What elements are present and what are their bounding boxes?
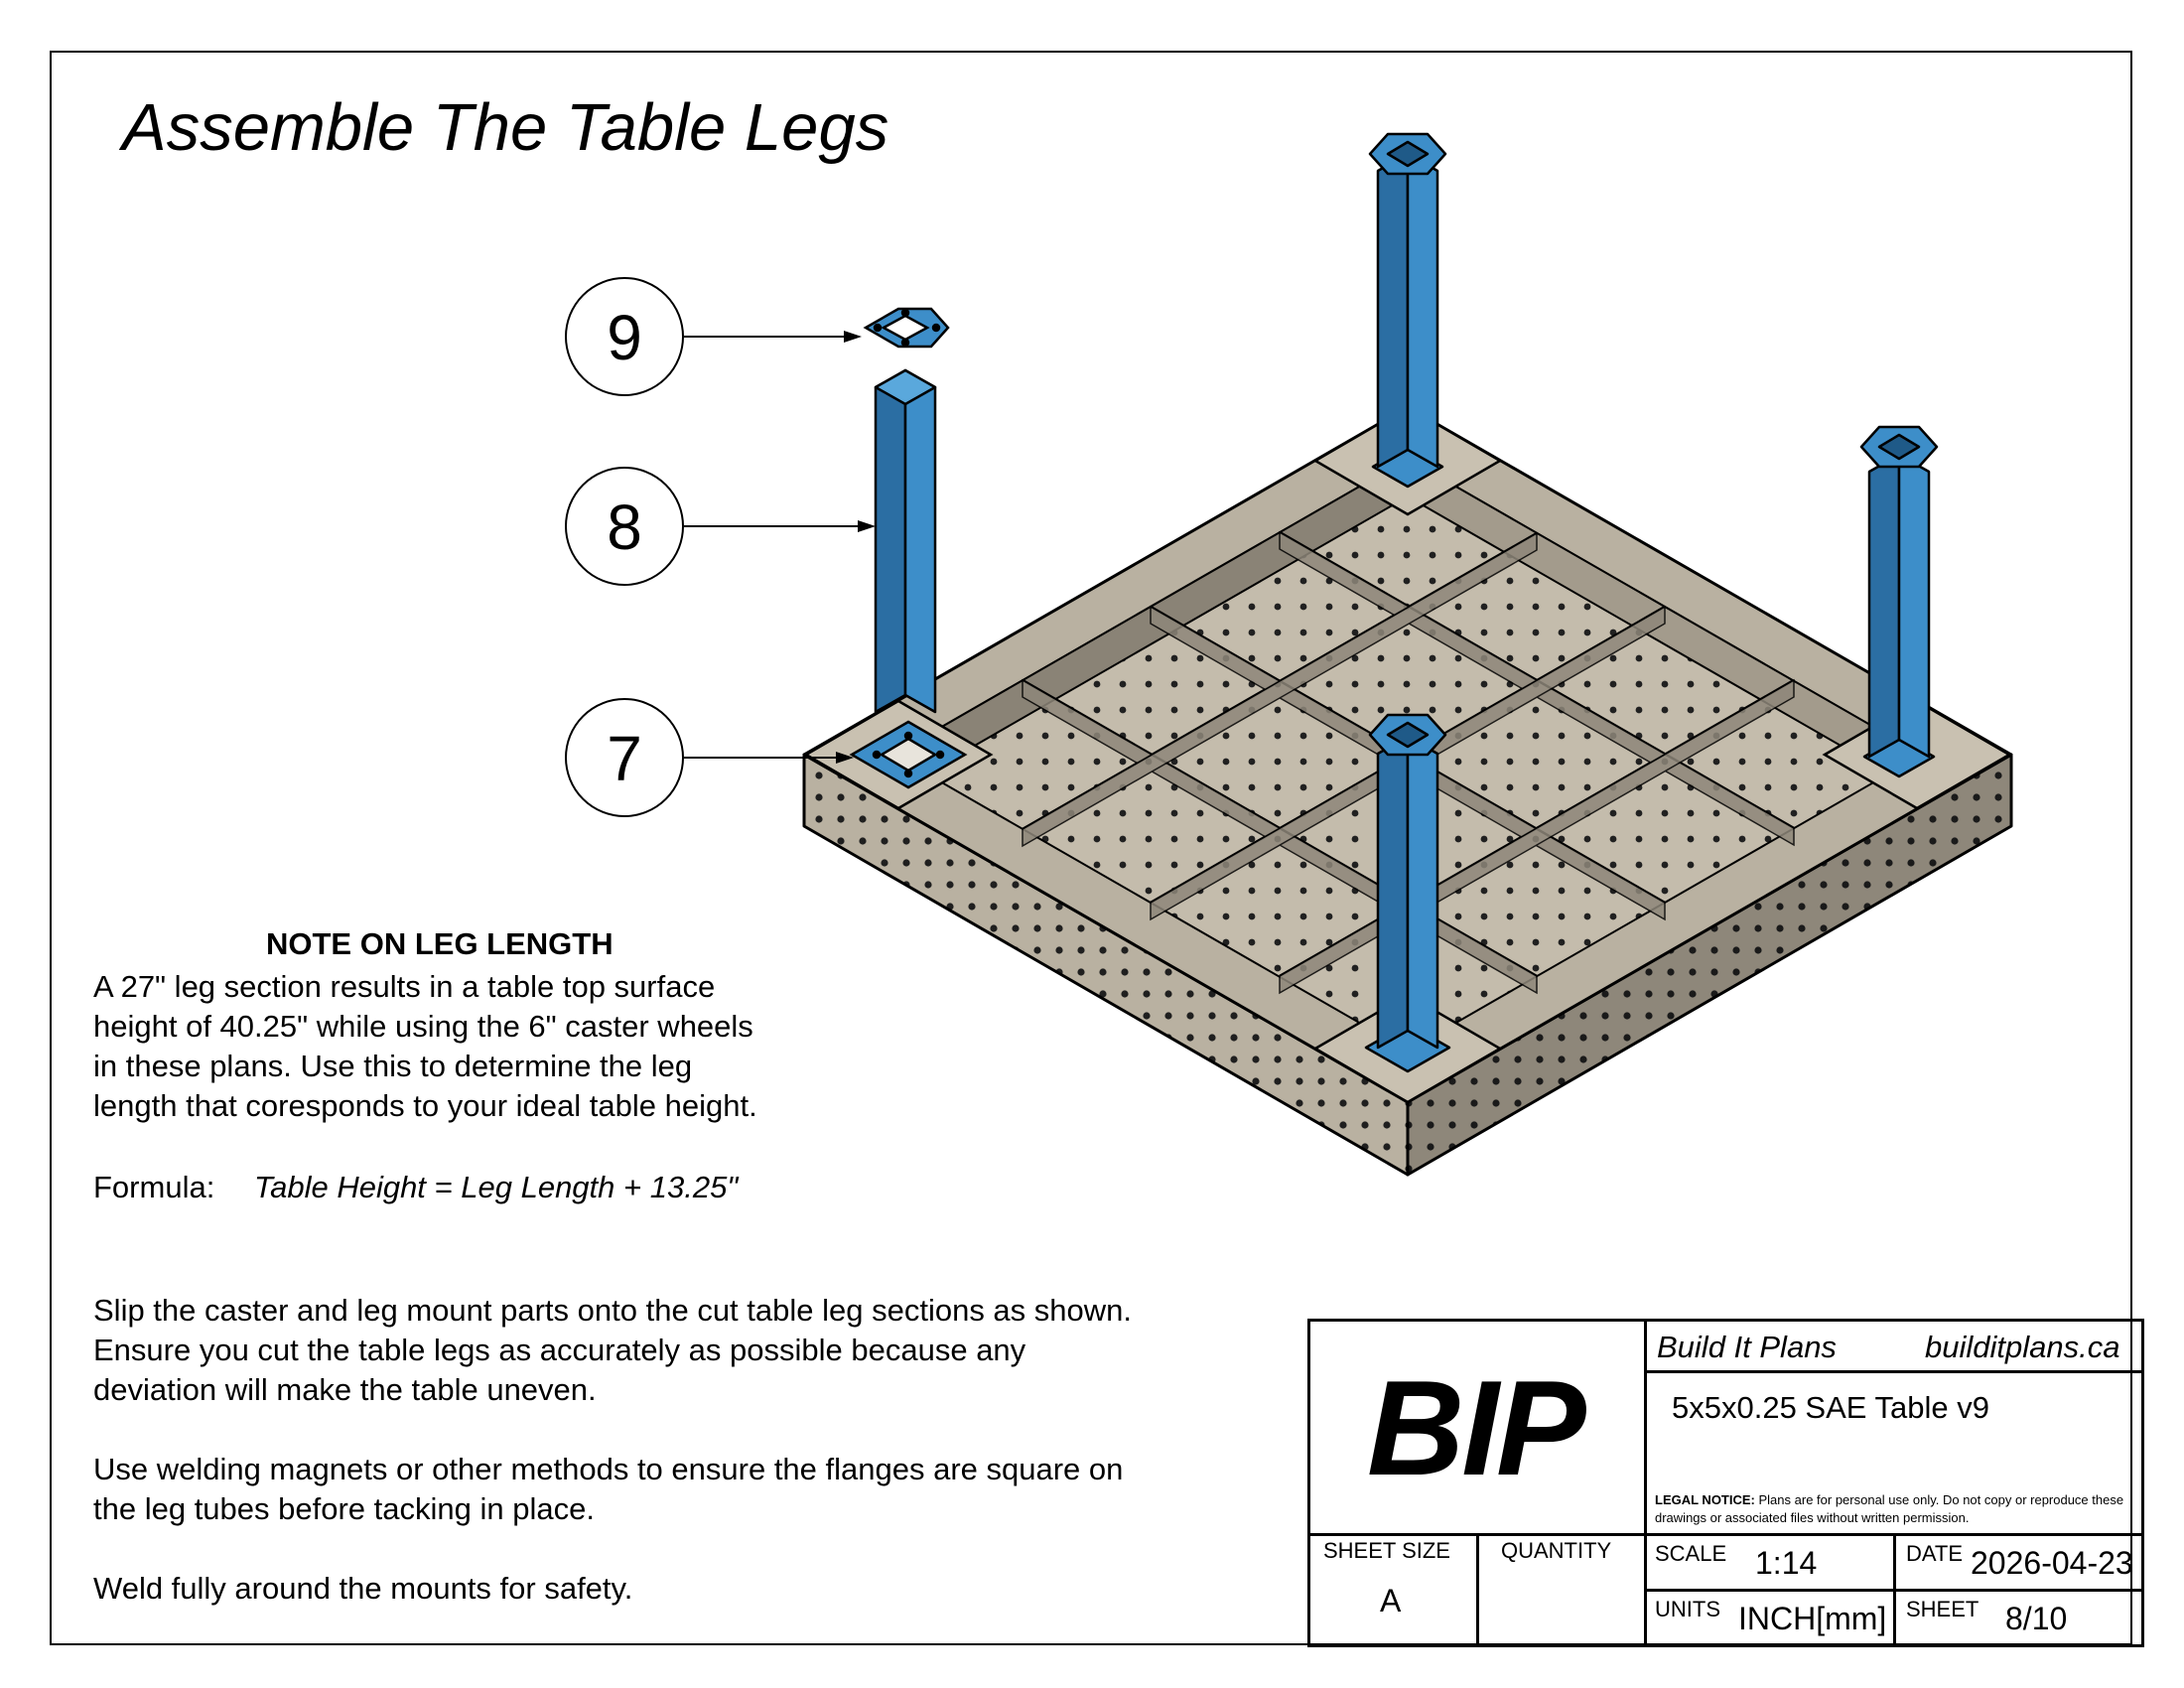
- leg-back: [1370, 134, 1445, 487]
- leg-right: [1861, 427, 1937, 776]
- note-line: in these plans. Use this to determine the leg: [93, 1049, 693, 1083]
- sheet-number-value: 8/10: [2005, 1601, 2068, 1636]
- caster-mount-part-9: [866, 309, 948, 347]
- instruction-line: Use welding magnets or other methods to ensure the flanges are square on: [93, 1452, 1124, 1486]
- legal-notice-label: LEGAL NOTICE:: [1655, 1492, 1755, 1507]
- callout-7-number: 7: [607, 723, 642, 794]
- instruction-line: Weld fully around the mounts for safety.: [93, 1571, 633, 1606]
- legal-notice: [1655, 1491, 2131, 1527]
- instruction-line: Slip the caster and leg mount parts onto the cut table leg sections as shown.: [93, 1293, 1133, 1328]
- callout-8: [566, 468, 876, 585]
- units-value: INCH[mm]: [1738, 1601, 1887, 1636]
- date-label: DATE: [1906, 1541, 1964, 1566]
- callout-9-number: 9: [607, 302, 642, 373]
- formula-label: Formula:: [93, 1170, 215, 1204]
- company-website: builditplans.ca: [1925, 1330, 2120, 1364]
- instruction-line: the leg tubes before tacking in place.: [93, 1491, 595, 1526]
- instruction-line: Ensure you cut the table legs as accurately as possible because any: [93, 1333, 1026, 1367]
- drawing-title: 5x5x0.25 SAE Table v9: [1672, 1390, 1989, 1425]
- title-block: [1307, 1319, 2144, 1647]
- scale-value: 1:14: [1755, 1545, 1818, 1581]
- scale-label: SCALE: [1655, 1541, 1727, 1566]
- page-title: Assemble The Table Legs: [122, 90, 889, 165]
- leg-front: [1366, 715, 1449, 1071]
- note-line: A 27" leg section results in a table top surface: [93, 969, 716, 1004]
- quantity-label: QUANTITY: [1501, 1538, 1612, 1563]
- leg-tube-part-8: [876, 370, 935, 729]
- note-line: length that coresponds to your ideal table height.: [93, 1088, 757, 1123]
- legal-notice-text: Plans are for personal use only. Do not copy or reproduce these drawings or associated files without written permission.: [1655, 1492, 2124, 1525]
- note-heading: NOTE ON LEG LENGTH: [266, 926, 614, 961]
- bip-logo: BIP: [1367, 1352, 1583, 1503]
- callout-8-number: 8: [607, 492, 642, 563]
- company-name: Build It Plans: [1657, 1330, 1837, 1364]
- instruction-line: deviation will make the table uneven.: [93, 1372, 597, 1407]
- units-label: UNITS: [1655, 1597, 1720, 1621]
- callout-9: [566, 278, 862, 395]
- sheet-size-label: SHEET SIZE: [1323, 1538, 1450, 1563]
- note-line: height of 40.25" while using the 6" caster wheels: [93, 1009, 753, 1044]
- sheet-size-value: A: [1380, 1583, 1402, 1618]
- date-value: 2026-04-23: [1971, 1545, 2133, 1581]
- sheet-label: SHEET: [1906, 1597, 1979, 1621]
- formula-expression: Table Height = Leg Length + 13.25": [254, 1170, 739, 1204]
